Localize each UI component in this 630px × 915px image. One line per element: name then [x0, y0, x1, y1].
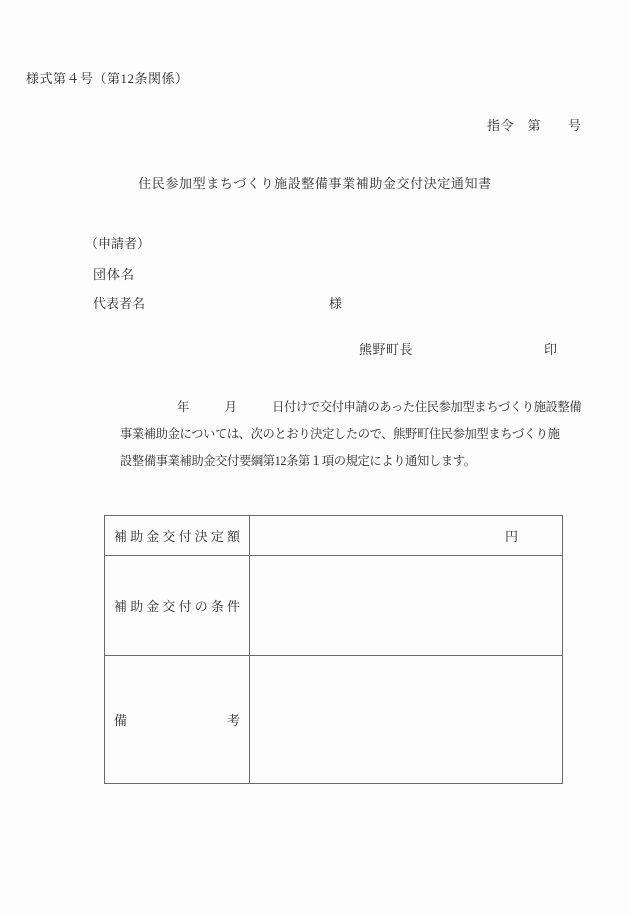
group-name-label: 団体名 [93, 267, 136, 282]
table-row-grant-conditions [105, 555, 562, 655]
body-line: 事業補助金については、次のとおり決定したので、熊野町住民参加型まちづくり施 [120, 427, 560, 441]
table-label-remarks: 備 考 [105, 656, 250, 783]
table-value-remarks [250, 656, 562, 783]
table-value-grant-amount-yen: 円 [504, 529, 518, 544]
decision-table [104, 515, 563, 784]
table-value-grant-conditions [250, 556, 562, 655]
applicant-section-label: （申請者） [85, 236, 151, 251]
body-paragraph [120, 394, 581, 475]
table-row-remarks [105, 655, 562, 783]
representative-name-label: 代表者名 [93, 296, 146, 311]
directive-number: 指令 第 号 [487, 118, 582, 133]
table-label-grant-conditions: 補 助 金 交 付 の 条 件 [105, 556, 250, 655]
page-title: 住民参加型まちづくり施設整備事業補助金交付決定通知書 [138, 176, 492, 191]
body-line: 年 月 日付けで交付申請のあった住民参加型まちづくり施設整備 [177, 400, 582, 414]
issuer-mayor-name: 熊野町長 [359, 342, 414, 357]
body-line: 設整備事業補助金交付要綱第12条第１項の規定により通知します。 [120, 454, 476, 468]
table-label-grant-amount: 補 助 金 交 付 決 定 額 [105, 516, 250, 555]
seal-mark: 印 [544, 342, 558, 357]
form-number: 様式第４号（第12条関係） [26, 71, 189, 86]
table-row-grant-amount [105, 516, 562, 555]
honorific-sama: 様 [329, 296, 343, 311]
